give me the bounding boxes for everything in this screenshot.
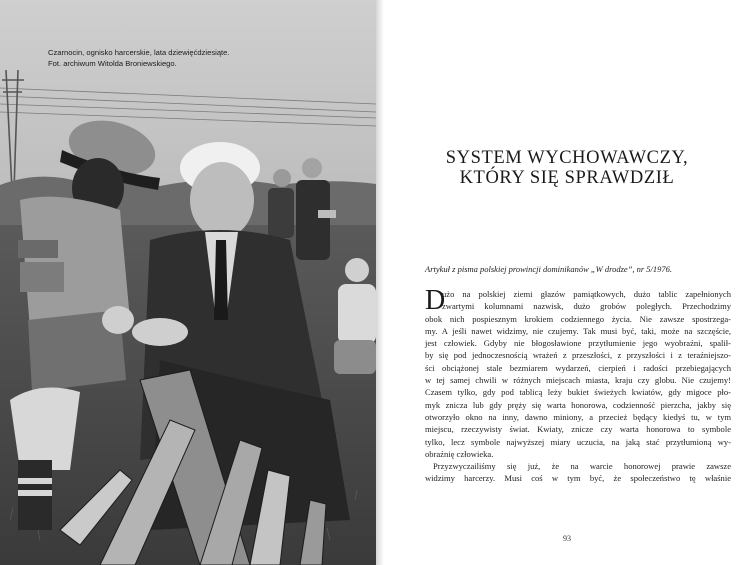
drop-cap: D (425, 285, 446, 316)
body-line: obok nich pospiesznym krokiem codziennego życia. Nie zawsze spostrzega- (425, 313, 731, 324)
caption-line: Czarnocin, ognisko harcerskie, lata dziewięćdziesiąte. (48, 48, 230, 57)
body-line: Czasem tylko, gdy pod tablicą leży bukiet świeżych kwiatów, gdy migoce pło- (425, 387, 731, 398)
body-line: obraźnię człowieka. (425, 448, 494, 459)
body-line: by się pod jednoczesnością wrażeń z przeszłości, z przyszłości i z teraźniejszo- (425, 350, 731, 361)
body-line: użo na polskiej ziemi głazów pamiątkowych, dużo tablic zapełnionych (442, 289, 731, 299)
body-line: otworzyło okno na inny, dawno miniony, a przecież będący kiedyś tu, w tym (425, 411, 731, 422)
text-page (384, 0, 750, 565)
body-line: jest człowiek. Gdyby nie błogosławione przytłumienie jego wyobraźni, spalił- (425, 338, 731, 349)
book-gutter (376, 0, 384, 565)
article-source: Artykuł z pisma polskiej prowincji dominikanów „W drodze”, nr 5/1976. (425, 264, 673, 274)
photo-caption (48, 47, 348, 69)
body-line: my. A jeśli nawet widzimy, nie czujemy. Tak musi być, taki, może na szczęście, (425, 325, 731, 336)
title-line: SYSTEM WYCHOWAWCZY, (445, 148, 689, 168)
body-line: miejscu, rzeczywisty świat. Kwiaty, znicze czy warta honorowa to symbole (425, 424, 731, 435)
body-line: tylko, lecz symbole najwyższej miary uczucia, na jaką stać przytłumioną wy- (425, 436, 731, 447)
body-line: ści obciążonej stale bezmiarem wydarzeń, cierpień i radości przebiegających (425, 362, 731, 373)
article-body (425, 285, 731, 485)
body-line: Przyzwyczailiśmy się już, że na warcie honorowej prawie zawsze (433, 461, 731, 472)
article-title (384, 148, 750, 188)
body-line: widzimy harcerzy. Musi coś w tym być, że społeczeństwo tę właśnie (425, 473, 731, 484)
body-line: zwartymi kolumnami nazwisk, dużo grobów poległych. Przechodzimy (442, 301, 731, 312)
page-number: 93 (563, 534, 571, 543)
body-line: myk znicza lub gdy pręży się warta honorowa, codzienność pierzcha, jakby się (425, 399, 731, 410)
caption-line: Fot. archiwum Witolda Broniewskiego. (48, 59, 177, 68)
title-line: KTÓRY SIĘ SPRAWDZIŁ (459, 168, 675, 188)
body-line: w tej samej chwili w różnych miejscach miasta, kraju czy globu. Nie czujemy! (425, 375, 731, 386)
